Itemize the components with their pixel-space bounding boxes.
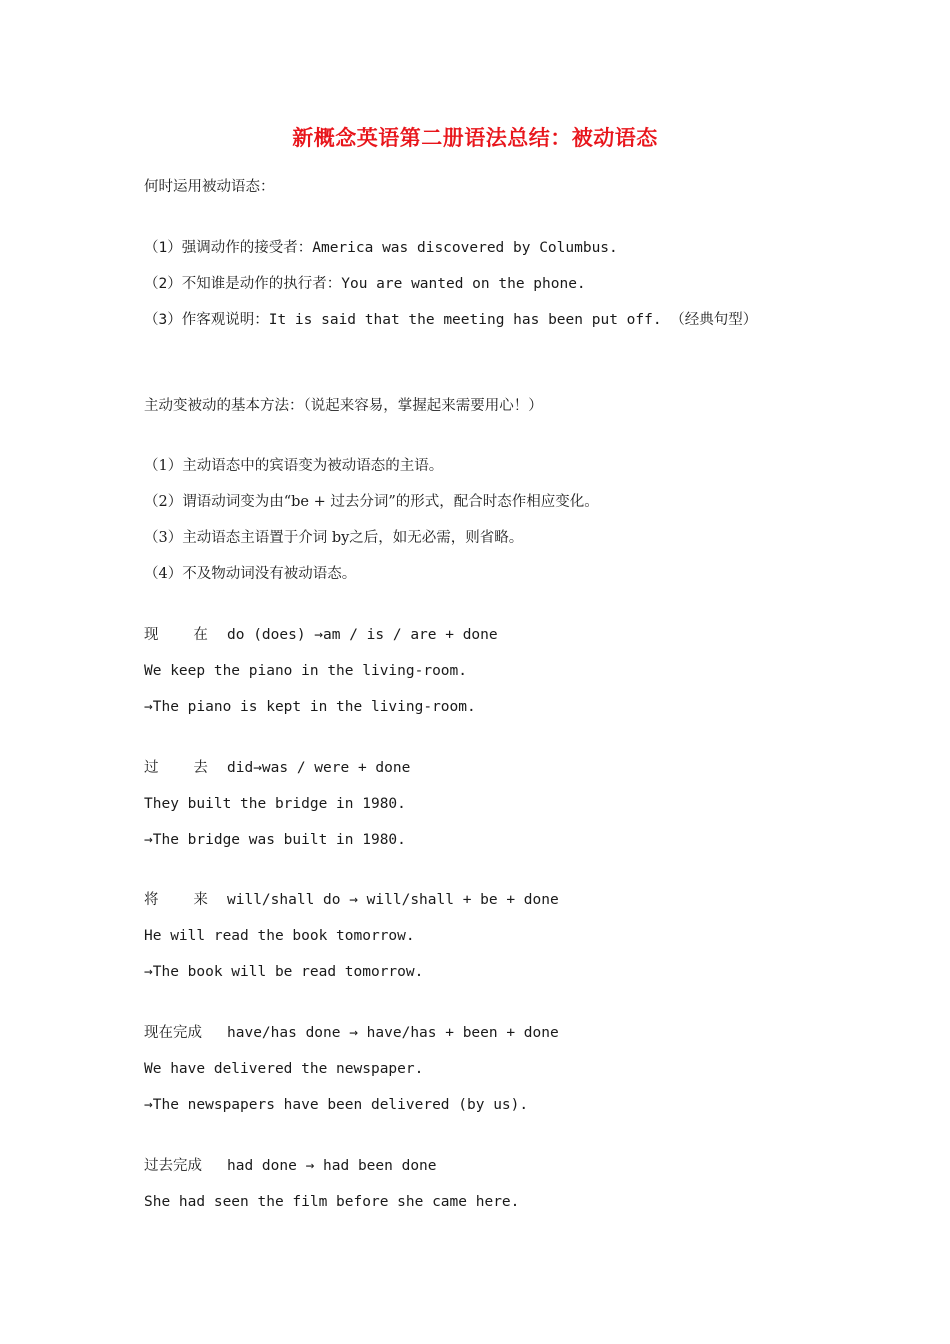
example-active: She had seen the film before she came here. (144, 1194, 520, 1210)
tense-label: 现 在 (144, 627, 208, 643)
tense-rule-past (144, 758, 410, 778)
when-item-3: （3）作客观说明：It is said that the meeting has been put off. （经典句型） (144, 312, 758, 328)
example-active: They built the bridge in 1980. (144, 796, 406, 812)
method-item-1: （1）主动语态中的宾语变为被动语态的主语。 (144, 458, 444, 474)
method-heading: 主动变被动的基本方法：（说起来容易，掌握起来需要用心！） (144, 398, 543, 414)
method-item-4: （4）不及物动词没有被动语态。 (144, 566, 357, 582)
when-heading: 何时运用被动语态： (144, 179, 275, 195)
document-title: 新概念英语第二册语法总结：被动语态 (292, 125, 658, 150)
tense-rule: did→was / were + done (227, 760, 411, 776)
when-item-1: （1）强调动作的接受者：America was discovered by Columbus. (144, 240, 618, 256)
tense-rule: have/has done → have/has + been + done (227, 1025, 559, 1041)
example-passive: →The book will be read tomorrow. (144, 964, 424, 980)
tense-rule-future (144, 890, 559, 910)
example-active: We keep the piano in the living-room. (144, 663, 468, 679)
example-passive: →The piano is kept in the living-room. (144, 699, 476, 715)
tense-rule: do (does) →am / is / are + done (227, 627, 498, 643)
method-item-3: （3）主动语态主语置于介词 by之后，如无必需，则省略。 (144, 530, 524, 546)
example-active: He will read the book tomorrow. (144, 928, 415, 944)
tense-rule-present-perfect (144, 1023, 559, 1043)
example-passive: →The newspapers have been delivered (by us). (144, 1097, 529, 1113)
example-passive: →The bridge was built in 1980. (144, 832, 406, 848)
tense-rule-past-perfect (144, 1156, 437, 1176)
tense-rule: had done → had been done (227, 1158, 437, 1174)
tense-label: 将 来 (144, 892, 208, 908)
tense-rule-present (144, 625, 498, 645)
tense-label: 现在完成 (144, 1025, 202, 1041)
example-active: We have delivered the newspaper. (144, 1061, 424, 1077)
method-item-2: （2）谓语动词变为由“be + 过去分词”的形式，配合时态作相应变化。 (144, 494, 599, 510)
tense-rule: will/shall do → will/shall + be + done (227, 892, 559, 908)
tense-label: 过去完成 (144, 1158, 202, 1174)
when-item-2: （2）不知谁是动作的执行者：You are wanted on the phone. (144, 276, 586, 292)
tense-label: 过 去 (144, 760, 208, 776)
